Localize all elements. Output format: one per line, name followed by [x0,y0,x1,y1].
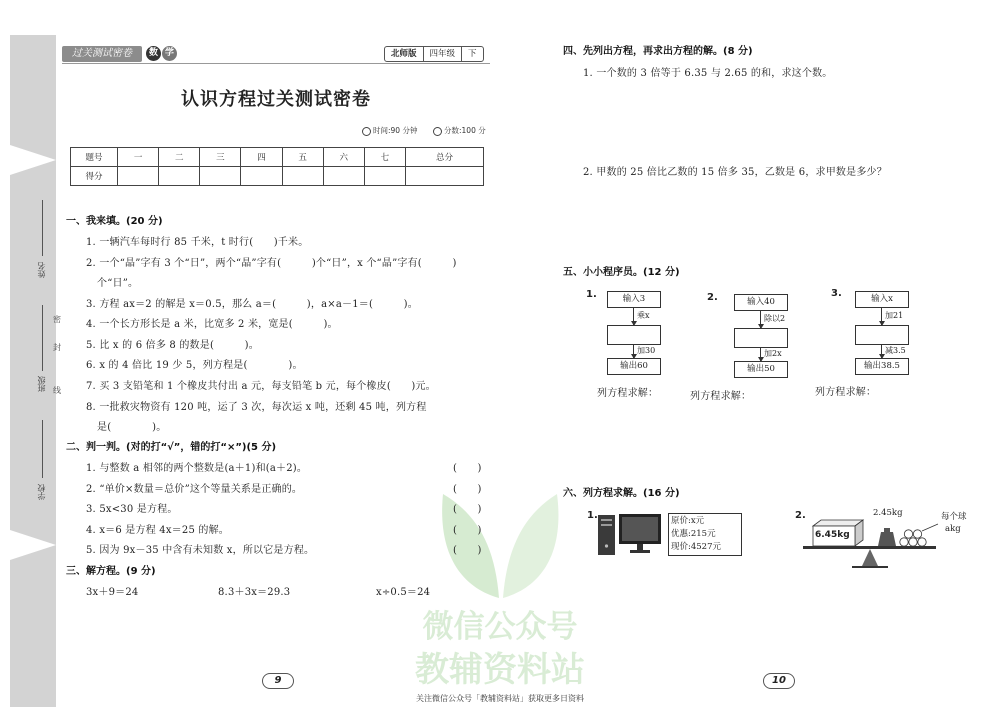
weight [878,532,896,546]
judge-answer-blank[interactable]: ( ) [453,504,482,515]
subject-icon-1: 数 [146,46,161,61]
ball-weight-label: akg [945,524,961,534]
score-cell[interactable] [323,167,364,186]
term-label: 下 [468,49,477,59]
header-divider [62,63,490,64]
flowchart-3-number: 3. [831,288,842,299]
seal-char-1: 密 [53,315,61,324]
name-label: 姓名 [37,262,46,278]
ball [918,538,926,546]
score-cell[interactable] [118,167,159,186]
fill-question-8: 8. 一批救灾物资有 120 吨，运了 3 次，每次运 x 吨，还剩 45 吨，列方程 [86,402,427,413]
equation-problem-2-number: 2. [795,510,806,521]
flowchart-1 [607,291,667,375]
equation-2: 8.3＋3x＝29.3 [218,587,291,598]
total-score: 分数:100 分 [444,126,486,135]
fill-question-3: 3. 方程 ax＝2 的解是 x＝0.5，那么 a＝( )，a×a－1＝( )。 [86,299,418,310]
flowchart-3 [855,291,915,375]
fill-question-2: 2. 一个“晶”字有 3 个“日”，两个“晶”字有( )个“日”，x 个“晶”字有( ) [86,258,457,269]
fill-question-4: 4. 一个长方形长是 a 米，比宽多 2 米，宽是( )。 [86,319,338,330]
score-cell[interactable] [159,167,200,186]
time-limit: 时间:90 分钟 [373,126,418,135]
flowchart-2-number: 2. [707,292,718,303]
box-weight-label: 6.45kg [815,530,850,540]
score-table-header-cell: 题号 [71,148,118,167]
flowchart-empty-box[interactable] [734,328,788,348]
footer-note: 关注微信公众号「教辅资料站」获取更多日资料 [416,694,584,703]
section-6-title: 六、列方程求解。(16 分) [563,488,680,499]
section-2-title: 二、判一判。(对的打“√”，错的打“×”)(5 分) [66,442,277,453]
binding-margin [0,0,60,707]
watermark-leaf-right [503,494,558,598]
flowchart-input-box: 输入x [855,291,909,308]
flowchart-input-box: 输入40 [734,294,788,311]
judge-question-3: 3. 5x<30 是方程。 [86,504,178,515]
score-row-label: 得分 [71,167,118,186]
school-line [42,420,43,478]
flowchart-arrow [633,344,634,358]
flowchart-arrow [633,308,634,325]
equation-1: 3x＋9＝24 [86,587,139,598]
watermark-line-1: 微信公众号 [422,609,578,645]
class-line [42,305,43,371]
score-table-header-cell: 七 [364,148,405,167]
price-tag [668,513,742,556]
fill-question-7: 7. 买 3 支铅笔和 1 个橡皮共付出 a 元，每支铅笔 b 元，每个橡皮( )元。 [86,381,436,392]
score-icon [433,127,442,136]
score-cell[interactable] [405,167,483,186]
edition-box [384,46,484,62]
flowchart-output-box: 输出60 [607,358,661,375]
fill-question-2-continued: 个“日”。 [97,278,139,289]
score-cell[interactable] [282,167,323,186]
flowchart-operation-2: 加2x [764,349,782,358]
ball [904,530,912,538]
section-5-title: 五、小小程序员。(12 分) [563,267,680,278]
flowchart-empty-box[interactable] [855,325,909,345]
balance-beam [803,546,936,549]
class-label: 班级 [37,376,46,392]
section-1-title: 一、我来填。(20 分) [66,216,163,227]
score-cell[interactable] [200,167,241,186]
fill-question-6: 6. x 的 4 倍比 19 少 5，列方程是( )。 [86,360,303,371]
flowchart-operation-2: 加30 [637,346,656,355]
price-current: 现价:4527元 [671,542,721,552]
score-table-score-row [71,167,484,186]
judge-answer-blank[interactable]: ( ) [453,463,482,474]
flowchart-operation-1: 乘x [637,311,650,320]
score-table-header-cell: 四 [241,148,282,167]
section-4-title: 四、先列出方程，再求出方程的解。(8 分) [563,46,753,57]
ball [900,538,908,546]
flowchart-input-box: 输入3 [607,291,661,308]
page-number-left: 9 [262,673,294,689]
judge-question-2: 2. “单价×数量＝总价”这个等量关系是正确的。 [86,484,303,495]
edition-label: 北师版 [385,47,424,61]
flowchart-empty-box[interactable] [607,325,661,345]
school-label: 学校 [37,484,46,500]
series-badge: 过关测试密卷 [62,46,142,62]
score-table-header-cell: 一 [118,148,159,167]
flowchart-operation-1: 加21 [885,311,904,320]
flowchart-arrow [881,308,882,325]
page-title: 认识方程过关测试密卷 [181,89,371,110]
binding-band [10,35,56,707]
equation-3: x÷0.5＝24 [376,587,431,598]
flowchart-output-box: 输出38.5 [855,358,909,375]
flowchart-2-prompt: 列方程求解： [690,391,752,402]
box-top [813,520,863,526]
score-table-header-row [71,148,484,167]
section-3-title: 三、解方程。(9 分) [66,566,156,577]
flowchart-1-prompt: 列方程求解： [597,388,659,399]
equation-problem-1-number: 1. [587,510,598,521]
score-cell[interactable] [241,167,282,186]
flowchart-1-number: 1. [586,289,597,300]
price-original: 原价:x元 [671,516,705,526]
fill-question-8-continued: 是( )。 [97,422,167,433]
fill-question-5: 5. 比 x 的 6 倍多 8 的数是( )。 [86,340,259,351]
judge-question-5: 5. 因为 9x－35 中含有未知数 x，所以它是方程。 [86,545,315,556]
judge-question-4: 4. x＝6 是方程 4x＝25 的解。 [86,525,229,536]
clock-icon [362,127,371,136]
watermark-line-2: 教辅资料站 [415,650,585,690]
page-number-right: 10 [763,673,795,689]
word-problem-2: 2. 甲数的 25 倍比乙数的 15 倍多 35，乙数是 6，求甲数是多少？ [583,167,887,178]
judge-answer-blank[interactable]: ( ) [453,525,482,536]
watermark-logo [425,476,575,606]
score-cell[interactable] [364,167,405,186]
ball [913,530,921,538]
flowchart-operation-1: 除以2 [764,314,786,323]
score-table-header-cell: 五 [282,148,323,167]
flowchart-operation-2: 减3.5 [885,346,906,355]
score-table-header-cell: 二 [159,148,200,167]
judge-answer-blank[interactable]: ( ) [453,484,482,495]
word-problem-1: 1. 一个数的 3 倍等于 6.35 与 2.65 的和，求这个数。 [583,68,833,79]
ball [909,538,917,546]
score-table-header-cell: 总分 [405,148,483,167]
computer-icon [597,511,663,557]
price-discount: 优惠:215元 [671,529,716,539]
flowchart-arrow [760,347,761,361]
flowchart-arrow [881,344,882,358]
balance-fulcrum [862,549,878,566]
ball-label: 每个球 [941,512,967,522]
judge-question-1: 1. 与整数 a 相邻的两个整数是(a＋1)和(a＋2)。 [86,463,308,474]
score-table [70,147,484,186]
judge-answer-blank[interactable]: ( ) [453,545,482,556]
name-line [42,200,43,256]
score-table-header-cell: 三 [200,148,241,167]
flowchart-output-box: 输出50 [734,361,788,378]
fill-question-1: 1. 一辆汽车每时行 85 千米，t 时行( )千米。 [86,237,309,248]
seal-char-3: 线 [53,386,61,395]
seal-char-2: 封 [53,343,61,352]
flowchart-3-prompt: 列方程求解： [815,387,877,398]
flowchart-2 [734,294,794,378]
flowchart-arrow [760,311,761,328]
weight-label: 2.45kg [873,508,903,518]
grade-label: 四年级 [424,47,463,61]
subject-icon-2: 学 [162,46,177,61]
score-table-header-cell: 六 [323,148,364,167]
